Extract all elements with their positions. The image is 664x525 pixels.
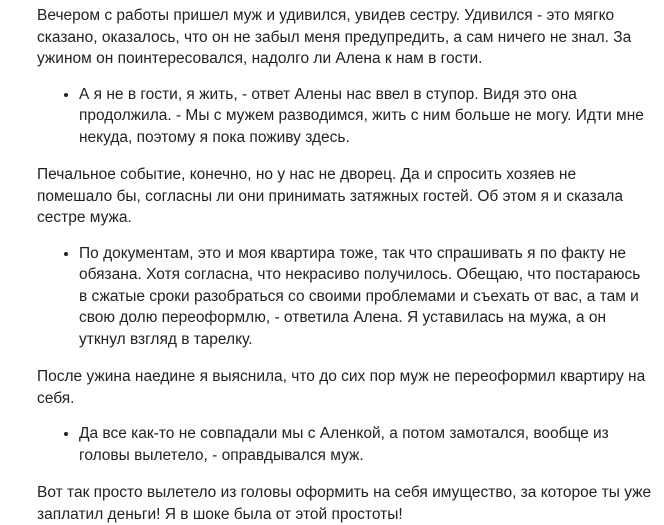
quote-item-1: • А я не в гости, я жить, - ответ Алены нас ввел в ступор. Видя это она продолжила. - Мы с мужем разводимся, жить с ним больше не могу. Идти мне некуда, поэтому я пока поживу здесь. — [79, 84, 652, 149]
quote-list-2 — [37, 243, 652, 351]
quote-item-3: • Да все как-то не совпадали мы с Аленкой, а потом замотался, вообще из головы вылетело, - оправдывался муж. — [79, 423, 652, 466]
quote-list-3 — [37, 423, 652, 466]
paragraph-1: Вечером с работы пришел муж и удивился, увидев сестру. Удивился - это мягко сказано, оказалось, что он не забыл меня предупредить, а сам ничего не знал. За ужином он поинтересовался, надолго ли Алена к нам в гости. — [37, 7, 632, 67]
quote-item-2: • По документам, это и моя квартира тоже, так что спрашивать я по факту не обязана. Хотя согласна, что некрасиво получилось. Обещаю, что постараюсь в сжатые сроки разобраться со своими проблемами и съехать от вас, а там и свою долю переоформлю, - ответила Алена. Я уставилась на мужа, а он уткнул взгляд в тарелку. — [79, 243, 652, 351]
paragraph-3: После ужина наедине я выяснила, что до сих пор муж не переоформил квартиру на себя. — [37, 368, 646, 407]
paragraph-4: Вот так просто вылетело из головы оформить на себя имущество, за которое ты уже заплатил деньги! Я в шоке была от этой простоты! — [37, 484, 652, 523]
quote-list-1 — [37, 84, 652, 149]
paragraph-2: Печальное событие, конечно, но у нас не дворец. Да и спросить хозяев не помешало бы, согласны ли они принимать затяжных гостей. Об этом я и сказала сестре мужа. — [37, 166, 624, 226]
